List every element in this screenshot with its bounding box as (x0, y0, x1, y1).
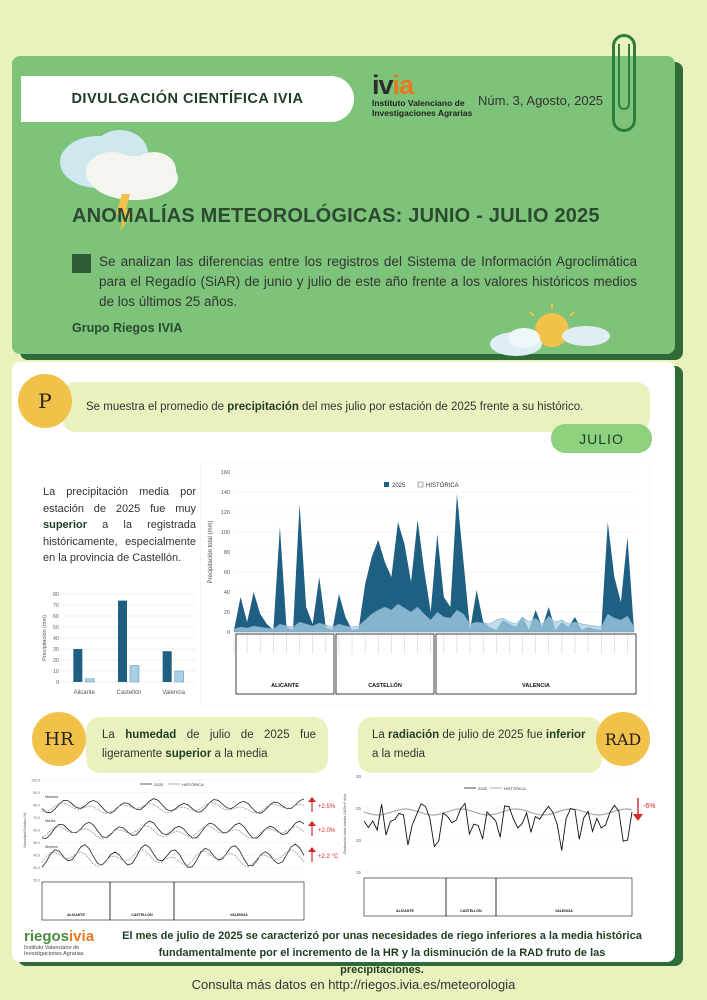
paperclip-inner-icon (618, 44, 630, 110)
y-tick-label: 10 (52, 669, 59, 675)
precip-text-bold: superior (43, 519, 88, 531)
arrow-head-icon (308, 797, 316, 802)
rad-delta-label: -6% (643, 803, 656, 810)
precip-bar-pre: Se muestra el promedio de (86, 401, 228, 413)
y-tick-label: 120 (220, 510, 230, 516)
riegos-accent: ivia (69, 928, 95, 945)
y-tick-label: 20 (355, 838, 361, 843)
x-tick-label: Alicante (73, 690, 96, 696)
logo-subtitle: Instituto Valenciano de Investigaciones Agrarias (372, 98, 473, 118)
logo-word: iv (372, 70, 393, 100)
issue-number: Núm. 3, Agosto, 2025 (478, 93, 604, 108)
rad-text-bold: radiación (388, 729, 440, 741)
arrow-head-icon (633, 814, 643, 821)
y-tick-label: 60,0 (33, 828, 40, 833)
precip-bar-chart (40, 590, 200, 702)
more-data-link[interactable]: Consulta más datos en http://riegos.ivia.es/meteorologia (191, 977, 516, 992)
legend-label: 2025 (154, 782, 163, 787)
logo-accent: ia (392, 70, 414, 100)
y-axis-label: Precipitación (mm) (42, 615, 48, 661)
rad-badge: RAD (596, 712, 650, 766)
y-tick-label: 15 (355, 870, 361, 875)
y-tick-label: 40,0 (33, 853, 40, 858)
hr-text-2: de julio de 2025 fue ligeramente (102, 729, 316, 760)
legend-swatch-2025 (384, 482, 389, 487)
bar-2025 (118, 601, 127, 682)
conclusion-note: El mes de julio de 2025 se caracterizó por unas necesidades de riego inferiores a la media histórica fundamentalmente por el incremento de la HR y la disminución de la RAD fruto de las precipitaciones. (122, 930, 642, 976)
bar-histórica (85, 679, 94, 682)
y-tick-label: 30 (355, 774, 361, 779)
precip-bar-bold: precipitación (227, 401, 299, 413)
rad-text-2: de julio de 2025 fue (439, 729, 546, 741)
group-label: VALENCIA (230, 913, 248, 917)
y-tick-label: 90,0 (33, 791, 40, 795)
legend-swatch-hist (418, 482, 423, 487)
y-tick-label: 20 (223, 610, 230, 616)
y-tick-label: 40 (223, 590, 230, 596)
y-tick-label: 80 (223, 550, 230, 556)
y-tick-label: 40 (52, 636, 59, 642)
arrow-head-icon (308, 847, 316, 852)
riegos-word: riegos (24, 928, 70, 945)
precip-bar-post: del mes julio por estación de 2025 frente a su histórico. (298, 401, 584, 413)
precip-text-2: a la registrada históricamente, especialmente en la provincia de Castellón. (43, 519, 196, 564)
bar-histórica (175, 671, 184, 682)
hr-delta-label: +2.0% (318, 828, 336, 834)
hr-intro-bar (86, 717, 328, 773)
arrow-head-icon (308, 821, 316, 826)
y-tick-label: 60 (223, 570, 230, 576)
section-banner: DIVULGACIÓN CIENTÍFICA IVIA (21, 76, 354, 122)
group-label: ALICANTE (271, 683, 299, 689)
hr-text-1: La (102, 729, 126, 741)
precip-summary (43, 484, 196, 567)
y-tick-label: 80 (52, 592, 59, 598)
x-tick-label: Castellón (116, 690, 142, 696)
riegos-logo (24, 928, 94, 957)
hr-text-bold1: humedad (125, 729, 177, 741)
y-tick-label: 25 (355, 806, 361, 811)
y-tick-label: 100,0 (31, 778, 40, 783)
bar-2025 (73, 649, 82, 682)
group-label: CASTELLÓN (131, 913, 153, 917)
group-label: CASTELLÓN (368, 683, 402, 689)
y-tick-label: 0 (226, 630, 230, 636)
row-label: Máxima (45, 795, 59, 799)
y-tick-label: 80,0 (33, 803, 40, 808)
y-tick-label: 0 (55, 680, 59, 686)
rad-2025-line (364, 803, 632, 850)
hr-badge: HR (32, 712, 86, 766)
group-label: VALENCIA (522, 683, 550, 689)
y-tick-label: 20 (52, 658, 59, 664)
y-tick-label: 50,0 (33, 841, 40, 845)
bar-2025 (163, 651, 172, 682)
y-tick-label: 70 (52, 603, 59, 609)
x-tick-label: Valencia (162, 690, 185, 696)
y-tick-label: 20,0 (33, 878, 40, 883)
y-tick-label: 70,0 (33, 816, 40, 820)
legend-label: 2025 (478, 786, 487, 791)
hr-text-bold2: superior (165, 748, 212, 760)
row-label: Mínima (45, 845, 58, 849)
legend-label: HISTÓRICA (426, 483, 459, 489)
month-pill: JULIO (551, 424, 652, 453)
bar-histórica (130, 666, 139, 683)
y-tick-label: 30,0 (33, 866, 40, 870)
riegos-subtitle: Instituto Valenciano de Investigaciones Agrarias (24, 945, 84, 957)
group-label: CASTELLÓN (460, 909, 482, 913)
row-label: Media (45, 819, 56, 823)
rad-text-bold2: inferior (545, 729, 586, 741)
bullet-square (72, 254, 91, 273)
hr-delta-label: +2.2 °C (318, 854, 339, 860)
legend-label: 2025 (392, 483, 406, 489)
y-tick-label: 50 (52, 625, 59, 631)
rad-text-3: a la media (372, 748, 426, 760)
y-axis-label: Humedad Relativa (%) (23, 812, 27, 848)
hr-line-chart (22, 776, 342, 922)
y-tick-label: 60 (52, 614, 59, 620)
y-axis-label: Radiación total media (MJ/m² día) (342, 793, 347, 855)
rad-hist-line (364, 809, 632, 815)
hr-delta-label: +2.5% (318, 804, 336, 810)
legend-label: HISTÓRICA (504, 786, 526, 791)
rad-intro-bar (358, 717, 602, 773)
group-label: VALENCIA (555, 909, 573, 913)
group-label: ALICANTE (67, 913, 85, 917)
ivia-logo (372, 72, 482, 118)
rad-line-chart (340, 772, 662, 922)
y-tick-label: 160 (220, 470, 230, 476)
y-tick-label: 100 (220, 530, 230, 536)
precip-text-1: La precipitación media por estación de 2025 fue muy (43, 486, 196, 515)
y-axis-label: Precipitación total (mm) (208, 520, 214, 584)
hr-text-3: a la media (211, 748, 268, 760)
rad-text-1: La (372, 729, 388, 741)
author-group: Grupo Riegos IVIA (72, 321, 183, 335)
y-tick-label: 140 (220, 490, 230, 496)
precip-badge: P (18, 374, 72, 428)
y-tick-label: 30 (52, 647, 59, 653)
legend-label: HISTÓRICA (182, 782, 204, 787)
group-label: ALICANTE (396, 909, 414, 913)
hr-series-line (42, 844, 304, 867)
precip-area-chart (200, 462, 650, 706)
page-title: ANOMALÍAS METEOROLÓGICAS: JUNIO - JULIO 2025 (72, 205, 600, 227)
intro-paragraph: Se analizan las diferencias entre los registros del Sistema de Información Agroclimática para el Regadío (SiAR) de junio y julio de este año frente a los valores históricos medios de los últimos 25 años. (99, 254, 637, 309)
